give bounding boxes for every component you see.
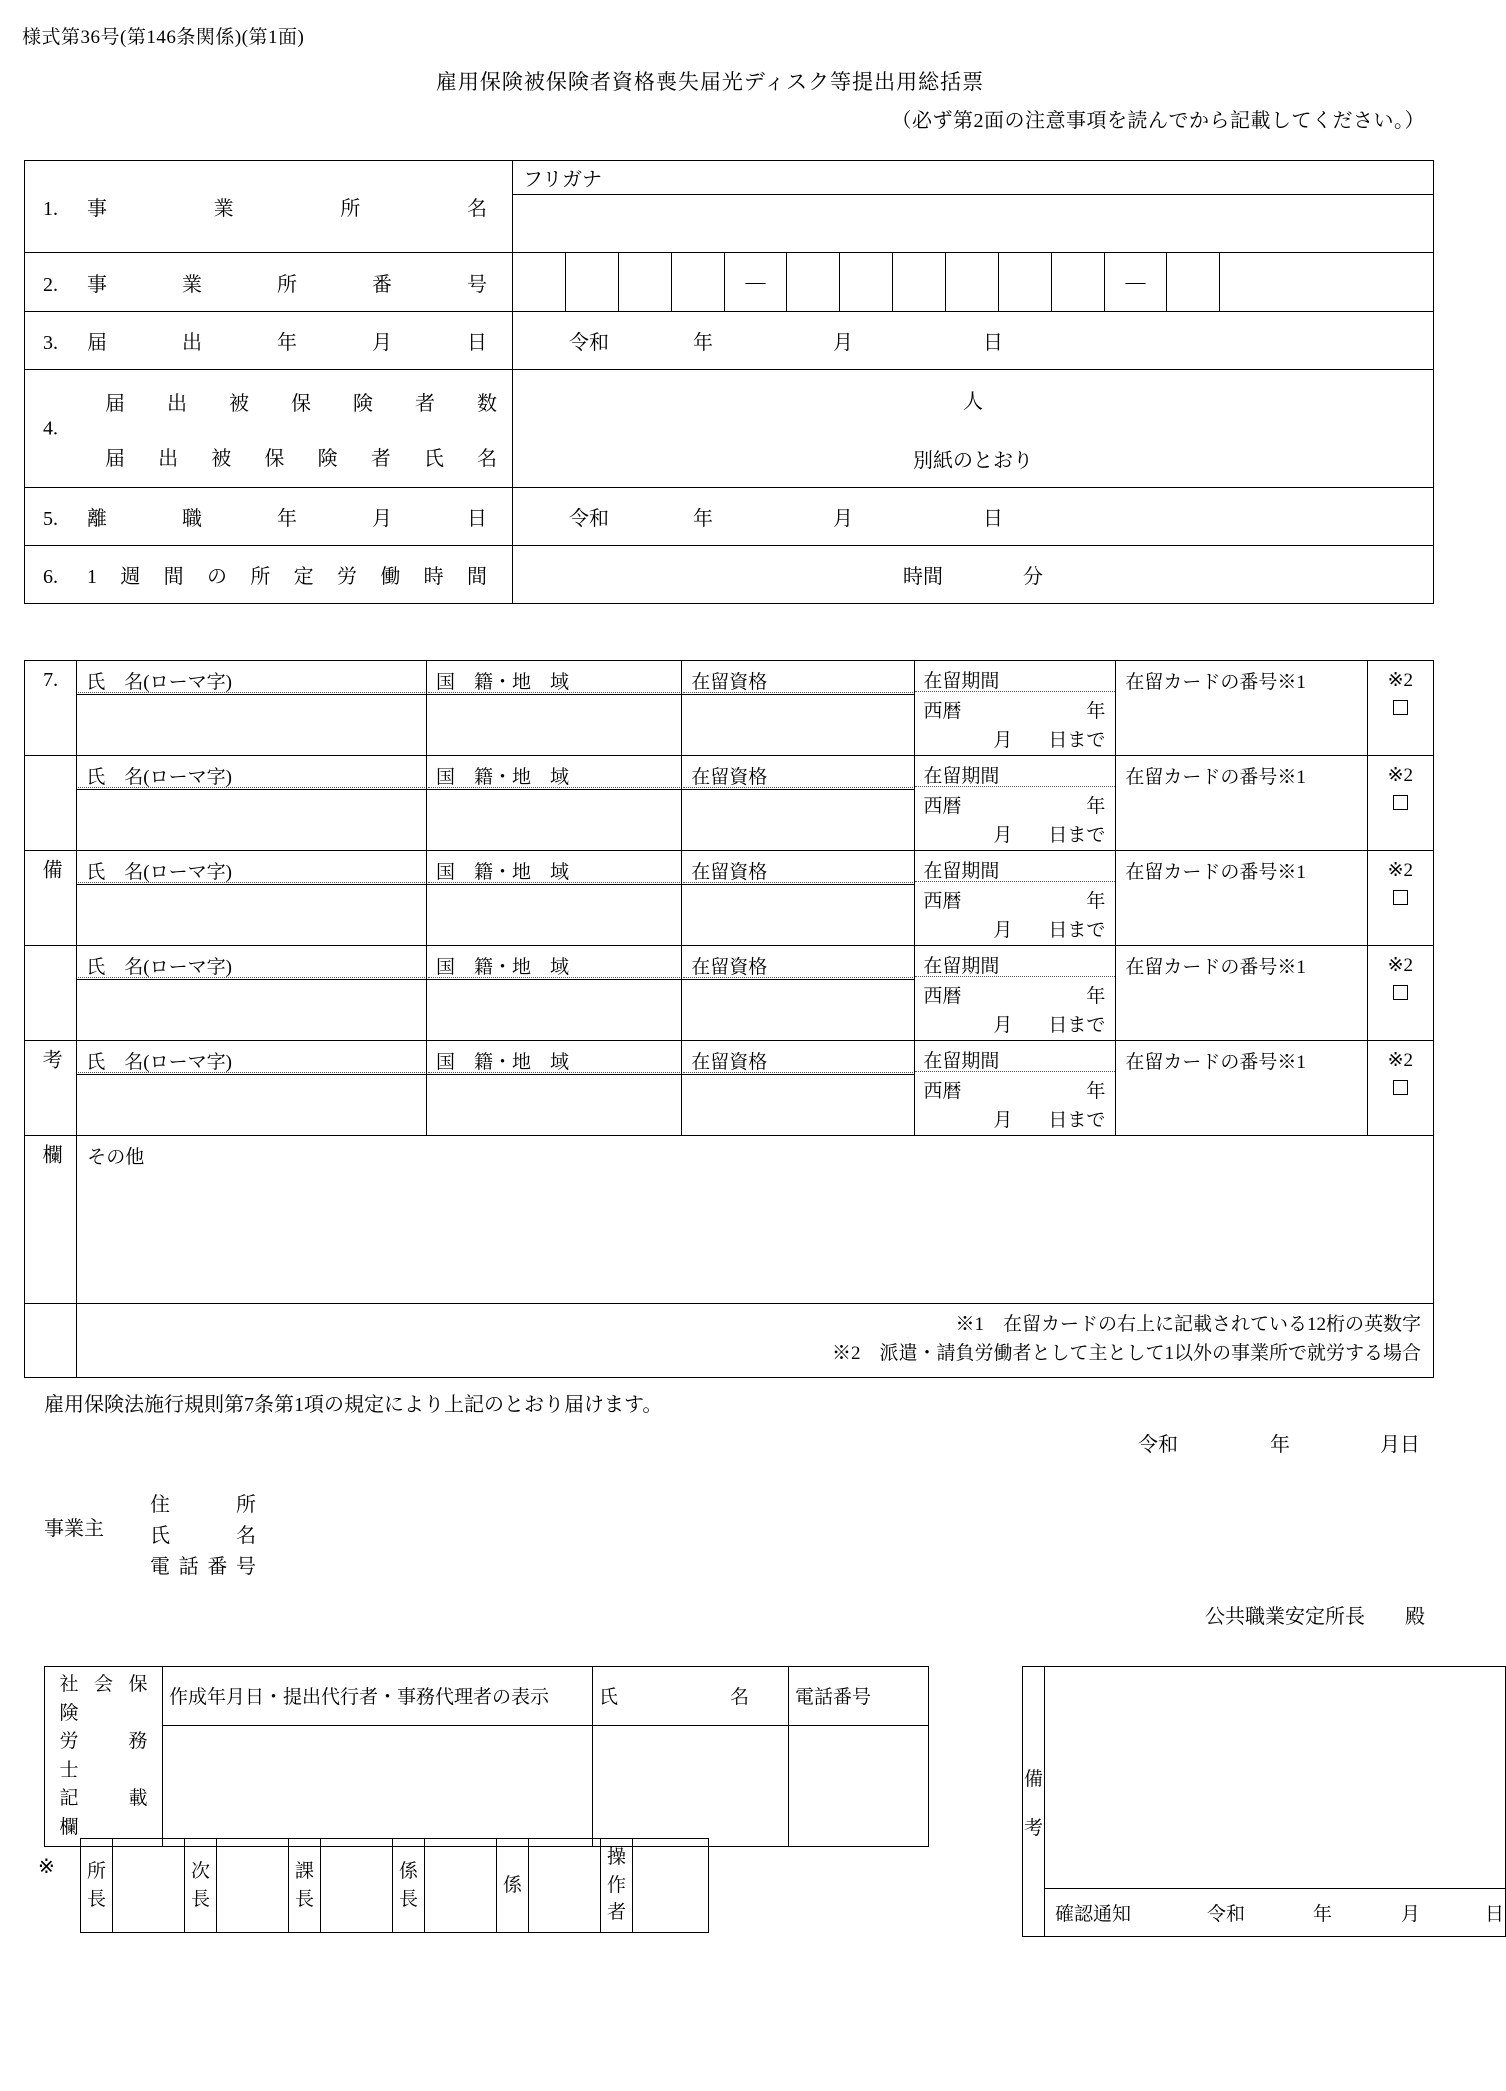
weekly-hours-label — [25, 546, 513, 604]
side-label-kou: 考 — [39, 1049, 62, 1071]
person-name-input-3[interactable] — [77, 885, 427, 946]
check-mark-label-1: ※2 — [1387, 670, 1414, 691]
period-calendar-1: 西暦 — [923, 701, 962, 722]
sr-header-tel: 電話番号 — [789, 1667, 929, 1726]
submit-year: 年 — [693, 332, 713, 354]
insured-count-value: 人 — [963, 390, 983, 413]
office-num-cell-4[interactable] — [672, 253, 725, 311]
person-status-cell-1 — [682, 661, 915, 695]
office-num-separator-1: — — [725, 253, 787, 311]
person-nationality-input-2[interactable] — [426, 790, 681, 851]
person-nationality-cell-3 — [426, 851, 681, 885]
confirmation-notice-row[interactable] — [1045, 1889, 1506, 1937]
period-month-4: 月 — [993, 1015, 1013, 1036]
submit-date-value[interactable] — [513, 312, 1434, 370]
person-name-label-3: 氏 名(ローマ字) — [78, 852, 425, 883]
section7-side-1 — [25, 756, 77, 851]
decl-year: 年 — [1270, 1434, 1290, 1456]
official-approval-table — [80, 1838, 709, 1933]
person-nationality-label-1: 国 籍・地 域 — [428, 662, 680, 693]
office-num-separator-2: — — [1105, 253, 1167, 311]
checkbox-1[interactable] — [1393, 700, 1408, 715]
main-info-table — [24, 160, 1434, 604]
office-num-cell-9[interactable] — [999, 253, 1052, 311]
person-status-label-3: 在留資格 — [683, 852, 913, 883]
office-number-label — [25, 253, 513, 312]
table-row — [25, 661, 1434, 695]
official-jicho-1: 次 — [190, 1860, 210, 1882]
person-period-cell-2 — [915, 756, 1116, 851]
official-operator-1: 操 — [606, 1847, 626, 1869]
hours-unit: 時間 — [903, 566, 943, 588]
furigana-label: フリガナ — [513, 161, 1434, 195]
separation-date-value[interactable] — [513, 488, 1434, 546]
period-year-3: 年 — [1086, 891, 1106, 912]
sr-side-line-3: 記 載 欄 — [59, 1788, 167, 1838]
period-year-5: 年 — [1086, 1081, 1106, 1102]
row2-label: 事業所番号 — [87, 273, 487, 296]
office-num-cell-1[interactable] — [513, 253, 566, 311]
person-card-cell-2[interactable] — [1116, 756, 1367, 851]
period-dayuntil-4: 日まで — [1048, 1015, 1106, 1036]
official-operator-3: 者 — [606, 1902, 626, 1924]
row6-label: 1週間の所定労働時間 — [87, 566, 487, 588]
confirm-month: 月 — [1401, 1904, 1421, 1925]
sr-header-name-text: 氏 名 — [599, 1687, 749, 1709]
notes-row — [25, 1304, 1434, 1378]
employer-name-label: 氏 名 — [150, 1525, 256, 1547]
official-kakaricho-1: 係 — [398, 1860, 418, 1882]
office-number-boxes — [513, 253, 1434, 312]
period-year-4: 年 — [1086, 986, 1106, 1007]
official-label-kacho — [289, 1839, 321, 1933]
side-label-bi: 備 — [39, 859, 62, 881]
declaration-date[interactable] — [0, 1428, 1420, 1457]
person-card-label-1: 在留カードの番号※1 — [1125, 672, 1306, 693]
person-card-label-2: 在留カードの番号※1 — [1125, 767, 1306, 788]
row-office-name — [25, 161, 1434, 195]
employer-tag: 事業主 — [44, 1518, 104, 1540]
period-calendar-2: 西暦 — [923, 796, 962, 817]
section7-side-label-kou — [25, 1041, 77, 1136]
person-status-input-2[interactable] — [682, 790, 915, 851]
checkbox-2[interactable] — [1393, 795, 1408, 810]
person-nationality-input-5[interactable] — [426, 1075, 681, 1136]
employer-name-row[interactable] — [150, 1521, 256, 1552]
person-nationality-cell-4 — [426, 946, 681, 980]
confirm-label: 確認通知 — [1055, 1904, 1132, 1925]
confirm-era: 令和 — [1207, 1904, 1246, 1925]
row1-label: 事業所名 — [87, 198, 487, 220]
section7-number: 7. — [25, 661, 77, 756]
person-name-label-5: 氏 名(ローマ字) — [78, 1042, 425, 1073]
period-month-1: 月 — [993, 730, 1013, 751]
decl-day: 日 — [1400, 1434, 1420, 1456]
separation-day: 日 — [983, 508, 1003, 530]
sr-input-name[interactable] — [593, 1725, 789, 1846]
row5-label: 離職年月日 — [87, 508, 487, 530]
person-name-cell-4 — [77, 946, 427, 980]
person-card-label-4: 在留カードの番号※1 — [1125, 957, 1306, 978]
side-label-ran: 欄 — [39, 1144, 62, 1166]
row3-number: 3. — [43, 332, 58, 354]
employer-tel-label: 電話番号 — [150, 1556, 256, 1578]
person-status-label-5: 在留資格 — [683, 1042, 913, 1073]
office-num-tail[interactable] — [1220, 253, 1430, 311]
person-name-cell-5 — [77, 1041, 427, 1075]
row4-label-2: 届出被保険者氏名 — [105, 447, 497, 470]
official-kakaricho-2: 長 — [398, 1888, 418, 1910]
official-stamp-kakari[interactable] — [529, 1839, 601, 1933]
person-name-cell-3 — [77, 851, 427, 885]
document-note: （必ず第2面の注意事項を読んでから記載してください。） — [891, 110, 1425, 132]
person-status-input-1[interactable] — [682, 695, 915, 756]
row3-label: 届出年月日 — [87, 332, 487, 354]
sr-side-line-2: 労 務 士 — [59, 1731, 167, 1781]
office-num-cell-11[interactable] — [1167, 253, 1220, 311]
sr-side-label — [45, 1667, 167, 1847]
check-mark-label-3: ※2 — [1387, 860, 1414, 881]
table-row — [25, 946, 1434, 980]
official-label-kakaricho — [393, 1839, 425, 1933]
period-dayuntil-3: 日まで — [1048, 920, 1106, 941]
period-month-5: 月 — [993, 1110, 1013, 1131]
official-stamp-kakaricho[interactable] — [425, 1839, 497, 1933]
check-mark-label-5: ※2 — [1387, 1050, 1414, 1071]
row-separation-date — [25, 488, 1434, 546]
document-title: 雇用保険被保険者資格喪失届光ディスク等提出用総括票 — [435, 70, 985, 94]
row4-number: 4. — [43, 417, 58, 439]
separation-era: 令和 — [569, 508, 609, 530]
employer-tel-row[interactable] — [150, 1552, 256, 1583]
declaration-text: 雇用保険法施行規則第7条第1項の規定により上記のとおり届けます。 — [44, 1394, 663, 1416]
row-submit-date — [25, 312, 1434, 370]
person-name-input-5[interactable] — [77, 1075, 427, 1136]
period-dayuntil-2: 日まで — [1048, 825, 1106, 846]
row2-number: 2. — [43, 273, 58, 296]
decl-era: 令和 — [1138, 1434, 1178, 1456]
person-nationality-input-3[interactable] — [426, 885, 681, 946]
table-row — [25, 756, 1434, 790]
person-name-label-1: 氏 名(ローマ字) — [78, 662, 425, 693]
person-name-input-2[interactable] — [77, 790, 427, 851]
confirm-day: 日 — [1485, 1904, 1505, 1925]
office-name-input[interactable] — [513, 195, 1434, 253]
person-nationality-cell-1 — [426, 661, 681, 695]
person-status-label-1: 在留資格 — [683, 662, 913, 693]
other-row — [25, 1136, 1434, 1304]
person-period-label-4: 在留期間 — [915, 946, 1115, 977]
section7-side-label-bikou — [25, 851, 77, 946]
footnotes — [77, 1304, 1434, 1378]
person-check-cell-1 — [1367, 661, 1433, 756]
row4-label-1: 届出被保険者数 — [105, 392, 497, 415]
official-stamp-operator[interactable] — [633, 1839, 709, 1933]
section7-side-label-ran — [25, 1136, 77, 1304]
footnote-1: ※1 在留カードの右上に記載されている12桁の英数字 — [955, 1314, 1421, 1335]
person-name-cell-2 — [77, 756, 427, 790]
separation-date-label — [25, 488, 513, 546]
official-stamp-jicho[interactable] — [217, 1839, 289, 1933]
person-status-cell-4 — [682, 946, 915, 980]
person-check-cell-5 — [1367, 1041, 1433, 1136]
person-name-input-1[interactable] — [77, 695, 427, 756]
checkbox-4[interactable] — [1393, 985, 1408, 1000]
official-kacho-2: 長 — [294, 1888, 314, 1910]
period-month-2: 月 — [993, 825, 1013, 846]
official-jicho-2: 長 — [190, 1888, 210, 1910]
person-card-label-3: 在留カードの番号※1 — [1125, 862, 1306, 883]
sr-input-tel[interactable] — [789, 1725, 929, 1846]
row-insured-count — [25, 370, 1434, 488]
person-check-cell-4 — [1367, 946, 1433, 1041]
form-number: 様式第36号(第146条関係)(第1面) — [22, 27, 305, 48]
sr-input-representative[interactable] — [163, 1725, 593, 1846]
weekly-hours-value[interactable] — [513, 546, 1434, 604]
period-calendar-3: 西暦 — [923, 891, 962, 912]
person-period-cell-5 — [915, 1041, 1116, 1136]
period-year-1: 年 — [1086, 701, 1106, 722]
sr-header-representative: 作成年月日・提出代行者・事務代理者の表示 — [163, 1667, 593, 1726]
official-label-jicho — [185, 1839, 217, 1933]
person-nationality-input-1[interactable] — [426, 695, 681, 756]
person-status-label-2: 在留資格 — [683, 757, 913, 788]
person-status-input-5[interactable] — [682, 1075, 915, 1136]
official-marker: ※ — [38, 1856, 55, 1878]
person-name-input-4[interactable] — [77, 980, 427, 1041]
employer-address-label: 住 所 — [150, 1494, 256, 1516]
sr-header-name — [593, 1667, 789, 1726]
decl-month: 月 — [1380, 1434, 1400, 1456]
official-kakari-1: 係 — [502, 1874, 522, 1896]
official-shocho-1: 所 — [86, 1860, 106, 1882]
row-office-number — [25, 253, 1434, 312]
official-label-shocho — [81, 1839, 113, 1933]
official-kacho-1: 課 — [294, 1860, 314, 1882]
office-num-cell-8[interactable] — [946, 253, 999, 311]
other-field[interactable] — [77, 1136, 1434, 1304]
person-period-label-1: 在留期間 — [915, 661, 1115, 692]
insured-labels — [25, 370, 513, 488]
row5-number: 5. — [43, 508, 58, 530]
person-status-label-4: 在留資格 — [683, 947, 913, 978]
person-status-input-4[interactable] — [682, 980, 915, 1041]
period-month-3: 月 — [993, 920, 1013, 941]
person-period-label-5: 在留期間 — [915, 1041, 1115, 1072]
employer-block — [44, 1490, 256, 1583]
confirm-year: 年 — [1313, 1904, 1333, 1925]
person-period-label-3: 在留期間 — [915, 851, 1115, 882]
period-dayuntil-1: 日まで — [1048, 730, 1106, 751]
person-card-cell-5[interactable] — [1116, 1041, 1367, 1136]
bikou-label-2: 考 — [1024, 1817, 1044, 1839]
person-period-label-2: 在留期間 — [915, 756, 1115, 787]
employer-address-row[interactable] — [150, 1490, 256, 1521]
person-period-cell-4 — [915, 946, 1116, 1041]
section7-side-2 — [25, 946, 77, 1041]
check-mark-label-2: ※2 — [1387, 765, 1414, 786]
person-nationality-label-3: 国 籍・地 域 — [428, 852, 680, 883]
person-nationality-cell-5 — [426, 1041, 681, 1075]
person-nationality-label-2: 国 籍・地 域 — [428, 757, 680, 788]
person-card-cell-1[interactable] — [1116, 661, 1367, 756]
separation-year: 年 — [693, 508, 713, 530]
official-stamp-shocho[interactable] — [113, 1839, 185, 1933]
official-stamp-kacho[interactable] — [321, 1839, 393, 1933]
row1-number: 1. — [43, 198, 58, 220]
office-num-cell-3[interactable] — [619, 253, 672, 311]
remarks-table — [24, 660, 1434, 1378]
person-period-cell-3 — [915, 851, 1116, 946]
table-row — [25, 851, 1434, 885]
person-card-label-5: 在留カードの番号※1 — [1125, 1052, 1306, 1073]
checkbox-5[interactable] — [1393, 1080, 1408, 1095]
person-card-cell-4[interactable] — [1116, 946, 1367, 1041]
official-label-operator — [601, 1839, 633, 1933]
person-check-cell-3 — [1367, 851, 1433, 946]
office-num-cell-2[interactable] — [566, 253, 619, 311]
period-year-2: 年 — [1086, 796, 1106, 817]
bikou-input-area[interactable] — [1045, 1667, 1506, 1889]
office-num-cell-10[interactable] — [1052, 253, 1105, 311]
insured-values[interactable] — [513, 370, 1434, 488]
official-operator-2: 作 — [606, 1874, 626, 1896]
office-num-cell-6[interactable] — [840, 253, 893, 311]
submit-day: 日 — [983, 332, 1003, 354]
check-mark-label-4: ※2 — [1387, 955, 1414, 976]
person-nationality-label-5: 国 籍・地 域 — [428, 1042, 680, 1073]
person-status-cell-2 — [682, 756, 915, 790]
notes-spacer — [25, 1304, 77, 1378]
sr-side-line-1: 社 会 保 険 — [59, 1674, 148, 1724]
footnote-2: ※2 派遣・請負労働者として主として1以外の事業所で就労する場合 — [831, 1343, 1421, 1365]
checkbox-3[interactable] — [1393, 890, 1408, 905]
person-name-label-2: 氏 名(ローマ字) — [78, 757, 425, 788]
person-nationality-label-4: 国 籍・地 域 — [428, 947, 680, 978]
office-num-cell-7[interactable] — [893, 253, 946, 311]
other-label: その他 — [87, 1147, 145, 1168]
row6-number: 6. — [43, 566, 58, 588]
submit-era: 令和 — [569, 332, 609, 354]
person-nationality-cell-2 — [426, 756, 681, 790]
bikou-box-table — [1022, 1666, 1506, 1937]
official-label-kakari — [497, 1839, 529, 1933]
person-status-cell-5 — [682, 1041, 915, 1075]
bikou-label-1: 備 — [1024, 1768, 1044, 1790]
person-nationality-input-4[interactable] — [426, 980, 681, 1041]
person-check-cell-2 — [1367, 756, 1433, 851]
row-weekly-hours — [25, 546, 1434, 604]
person-name-label-4: 氏 名(ローマ字) — [78, 947, 425, 978]
person-period-cell-1 — [915, 661, 1116, 756]
separation-month: 月 — [833, 508, 853, 530]
addressee-line: 公共職業安定所長 殿 — [1205, 1606, 1425, 1628]
person-status-input-3[interactable] — [682, 885, 915, 946]
submit-month: 月 — [833, 332, 853, 354]
labor-consultant-table — [44, 1666, 929, 1847]
period-calendar-4: 西暦 — [923, 986, 962, 1007]
person-name-cell-1 — [77, 661, 427, 695]
person-status-cell-3 — [682, 851, 915, 885]
submit-date-label — [25, 312, 513, 370]
minutes-unit: 分 — [1023, 566, 1043, 588]
bikou-side-label — [1023, 1667, 1045, 1937]
office-name-label — [25, 161, 513, 253]
period-dayuntil-5: 日まで — [1048, 1110, 1106, 1131]
official-shocho-2: 長 — [86, 1888, 106, 1910]
insured-names-value: 別紙のとおり — [913, 449, 1033, 472]
office-num-cell-5[interactable] — [787, 253, 840, 311]
person-card-cell-3[interactable] — [1116, 851, 1367, 946]
period-calendar-5: 西暦 — [923, 1081, 962, 1102]
table-row — [25, 1041, 1434, 1075]
